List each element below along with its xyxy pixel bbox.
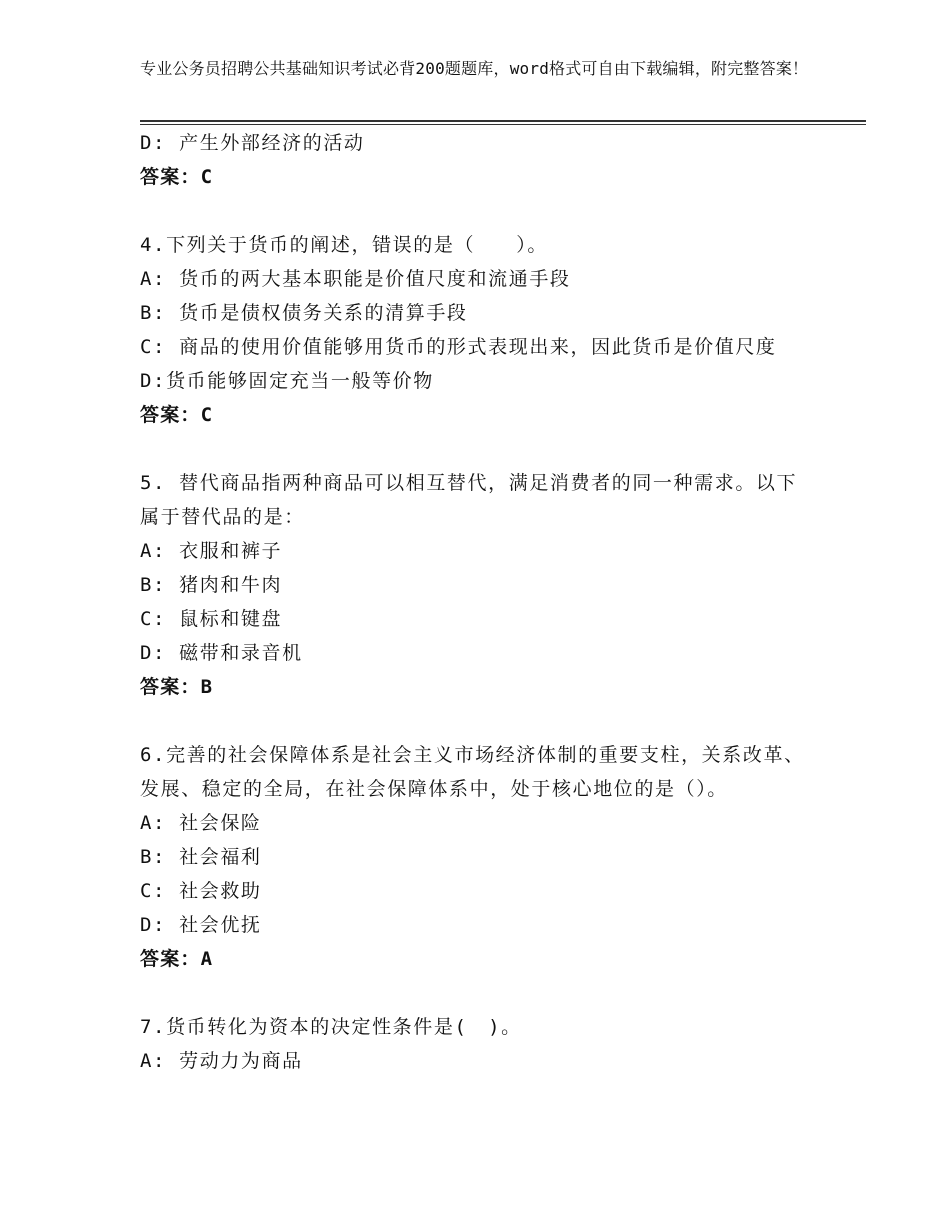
question-6-option-d: D: 社会优抚 xyxy=(140,914,262,936)
question-7-option-a: A: 劳动力为商品 xyxy=(140,1050,303,1072)
question-5-option-b: B: 猪肉和牛肉 xyxy=(140,574,283,596)
question-6-stem: 6.完善的社会保障体系是社会主义市场经济体制的重要支柱，关系改革、发展、稳定的全局，在社会保障体系中，处于核心地位的是（）。 xyxy=(140,744,805,800)
question-4-option-c: C: 商品的使用价值能够用货币的形式表现出来，因此货币是价值尺度 xyxy=(140,336,777,358)
question-3-option-d: D: 产生外部经济的活动 xyxy=(140,132,365,154)
spacer xyxy=(140,976,820,1010)
question-6-option-c: C: 社会救助 xyxy=(140,880,262,902)
question-4-option-d: D:货币能够固定充当一般等价物 xyxy=(140,370,434,392)
spacer xyxy=(140,432,820,466)
question-4-answer: 答案：C xyxy=(140,404,214,426)
question-6-option-a: A: 社会保险 xyxy=(140,812,262,834)
question-list xyxy=(140,126,820,1078)
spacer xyxy=(140,704,820,738)
question-6-answer: 答案：A xyxy=(140,948,214,970)
question-5-answer: 答案：B xyxy=(140,676,214,698)
question-6-option-b: B: 社会福利 xyxy=(140,846,262,868)
question-4-stem: 4.下列关于货币的阐述，错误的是（ ）。 xyxy=(140,234,548,256)
header-rule-thin xyxy=(140,124,866,125)
spacer xyxy=(140,194,820,228)
question-5-option-c: C: 鼠标和键盘 xyxy=(140,608,283,630)
header-rule-thick xyxy=(140,120,866,122)
question-5-option-d: D: 磁带和录音机 xyxy=(140,642,303,664)
question-3-answer: 答案：C xyxy=(140,166,214,188)
page-header-title: 专业公务员招聘公共基础知识考试必背200题题库，word格式可自由下载编辑，附完整答案！ xyxy=(140,59,809,78)
question-7-stem: 7.货币转化为资本的决定性条件是( )。 xyxy=(140,1016,522,1038)
question-4-option-b: B: 货币是债权债务关系的清算手段 xyxy=(140,302,468,324)
question-5-option-a: A: 衣服和裤子 xyxy=(140,540,283,562)
question-5-stem: 5. 替代商品指两种商品可以相互替代，满足消费者的同一种需求。以下属于替代品的是： xyxy=(140,472,798,528)
question-4-option-a: A: 货币的两大基本职能是价值尺度和流通手段 xyxy=(140,268,571,290)
